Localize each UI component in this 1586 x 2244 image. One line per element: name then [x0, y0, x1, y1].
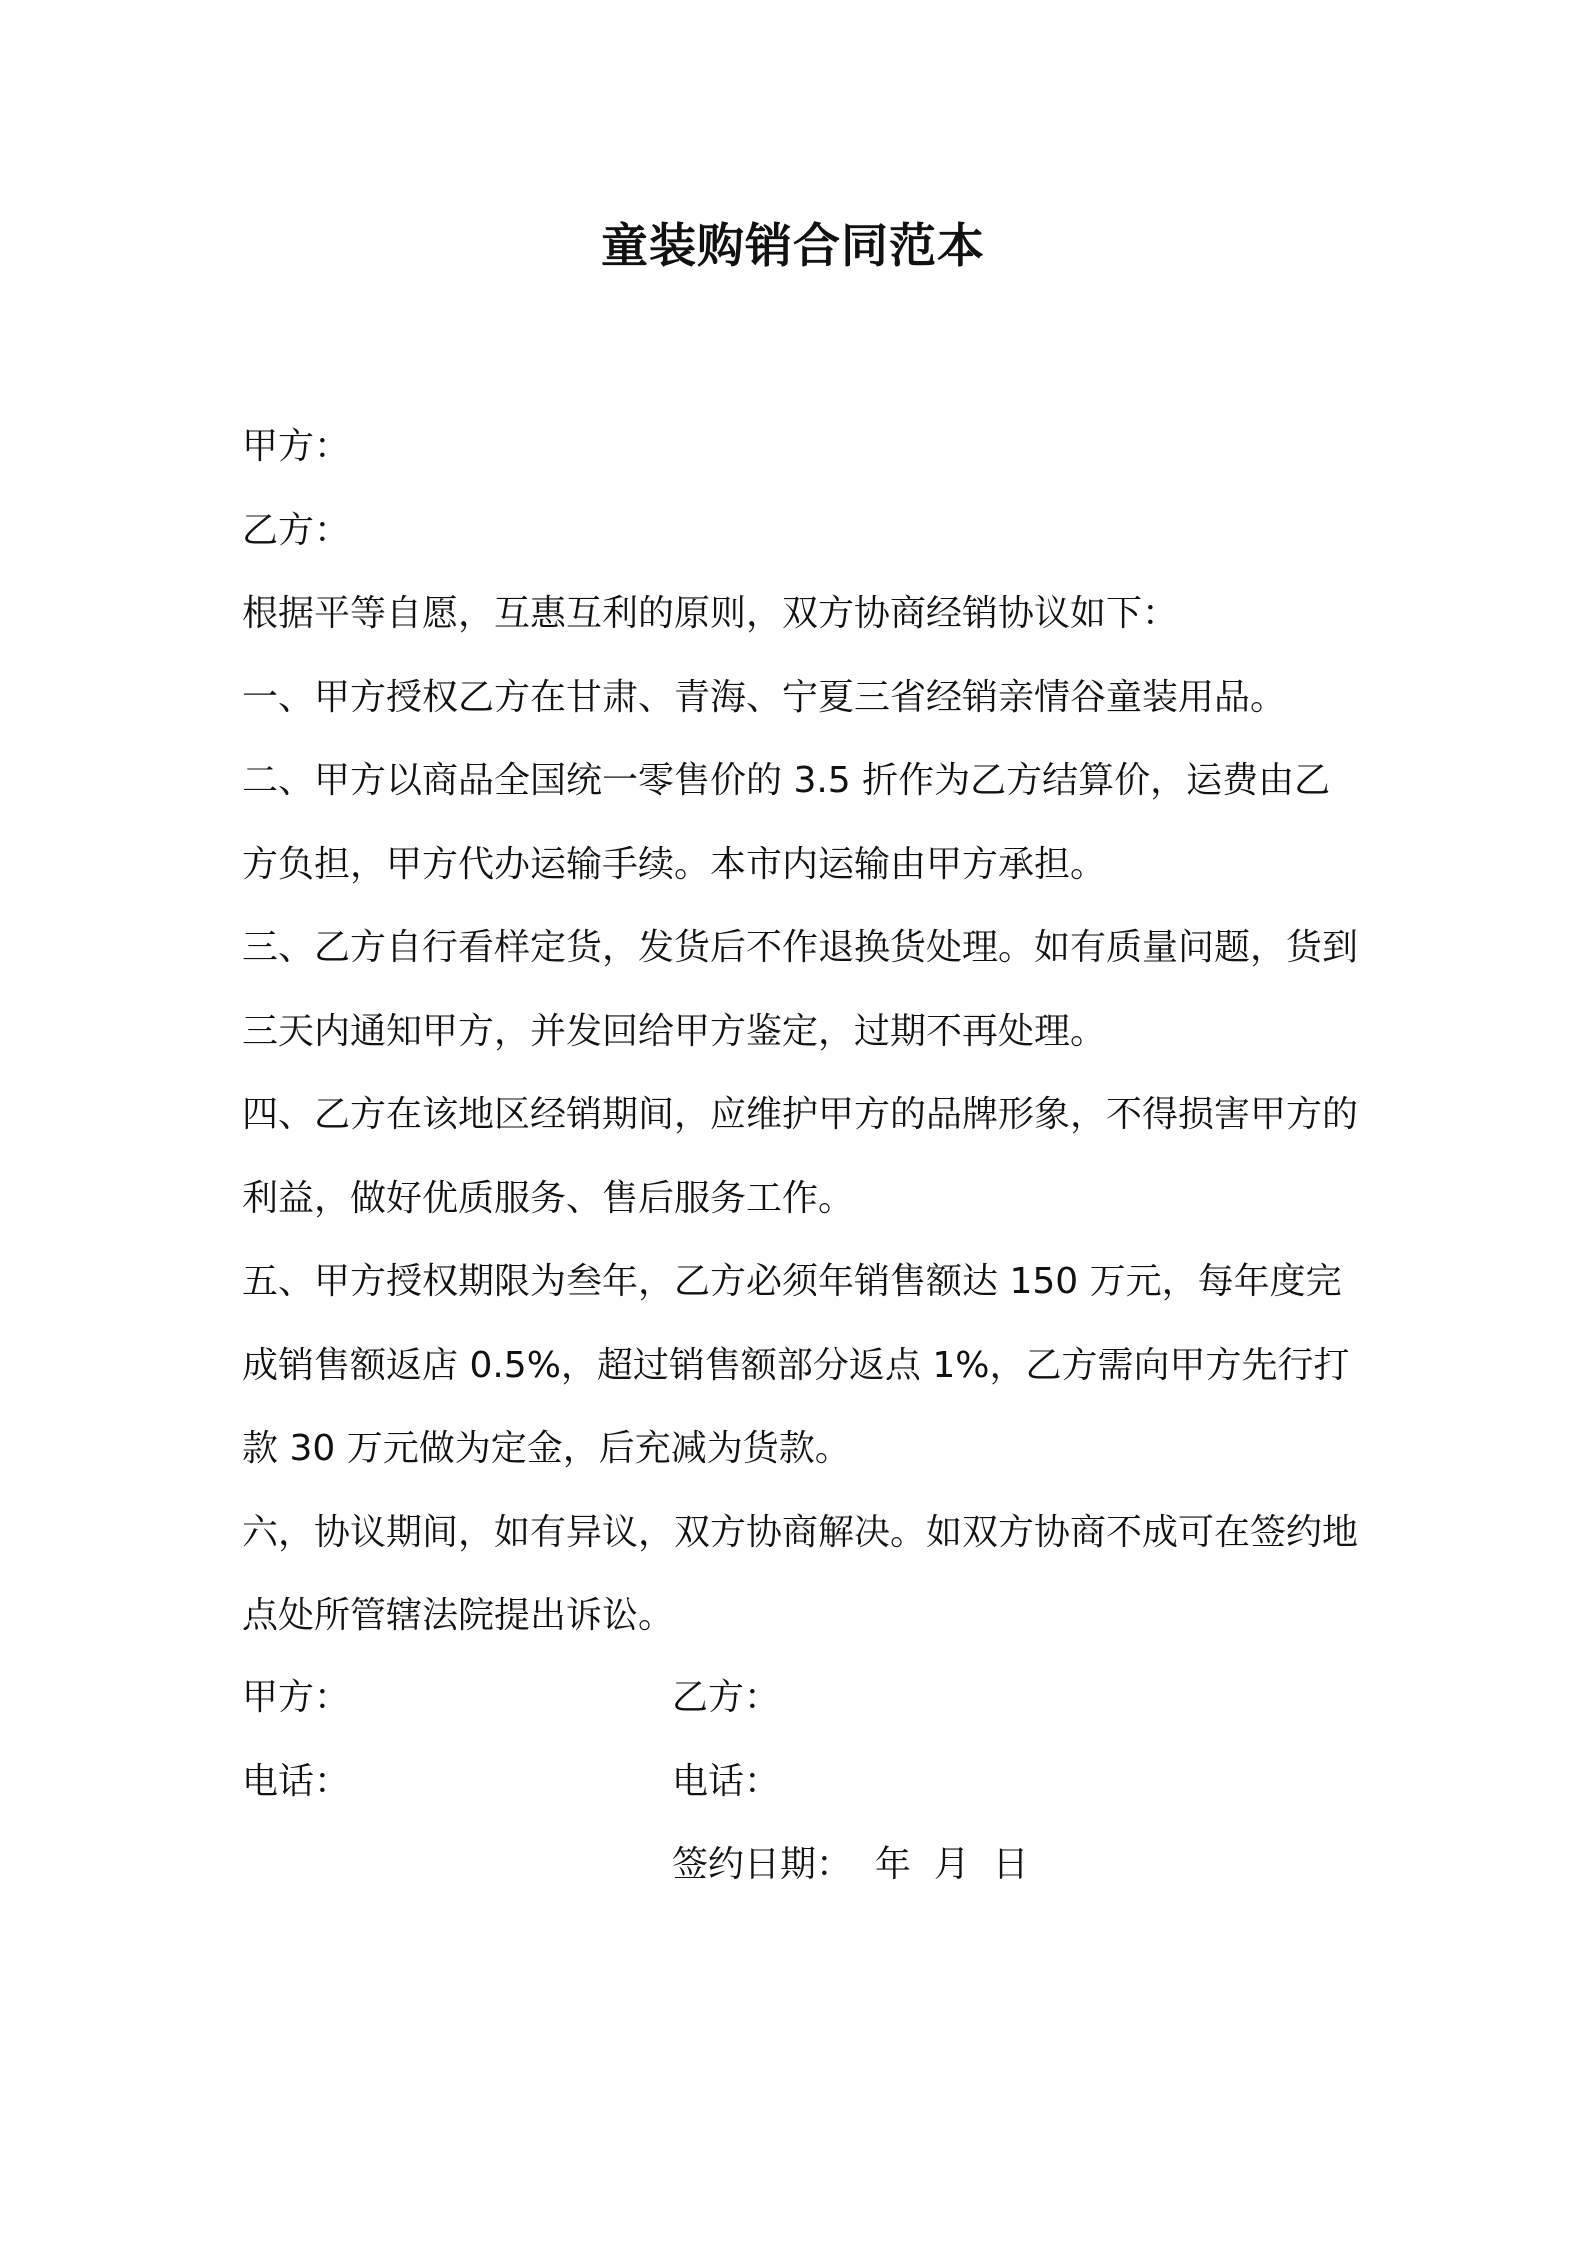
clause-1: 一、甲方授权乙方在甘肃、青海、宁夏三省经销亲情谷童装用品。: [242, 676, 1287, 718]
signature-party-a: 甲方：: [242, 1677, 351, 1718]
contract-body: [242, 405, 1362, 1658]
party-b-line: 乙方：: [242, 509, 351, 551]
signature-date: 签约日期： 年 月 日: [672, 1844, 1029, 1885]
clause-3: 三、乙方自行看样定货，发货后不作退换货处理。如有质量问题，货到三天内通知甲方，并发回给甲方鉴定，过期不再处理。: [242, 927, 1359, 1052]
signature-phone-a: 电话：: [242, 1760, 351, 1802]
signature-phone-row: [242, 1740, 1362, 1824]
clause-5: 五、甲方授权期限为叁年，乙方必须年销售额达 150 万元，每年度完成销售额返店 0.5%，超过销售额部分返点 1%，乙方需向甲方先行打款 30 万元做为定金，后充减为货款。: [242, 1261, 1350, 1469]
document-title: 童装购销合同范本: [601, 219, 985, 274]
clause-4: 四、乙方在该地区经销期间，应维护甲方的品牌形象，不得损害甲方的利益，做好优质服务、售后服务工作。: [242, 1094, 1359, 1219]
preamble-paragraph: 根据平等自愿，互惠互利的原则，双方协商经销协议如下：: [242, 593, 1179, 634]
signature-date-row: [242, 1823, 1362, 1907]
signature-party-b: 乙方：: [672, 1677, 781, 1718]
clause-6: 六，协议期间，如有异议，双方协商解决。如双方协商不成可在签约地点处所管辖法院提出诉讼。: [242, 1511, 1359, 1636]
clause-2: 二、甲方以商品全国统一零售价的 3.5 折作为乙方结算价，运费由乙方负担，甲方代办运输手续。本市内运输由甲方承担。: [242, 760, 1331, 885]
signature-block: [242, 1656, 1362, 1907]
signature-phone-b: 电话：: [672, 1760, 781, 1802]
signature-party-row: [242, 1656, 1362, 1740]
signature-date-spacer: [242, 1823, 672, 1907]
party-a-line: 甲方：: [242, 426, 351, 467]
